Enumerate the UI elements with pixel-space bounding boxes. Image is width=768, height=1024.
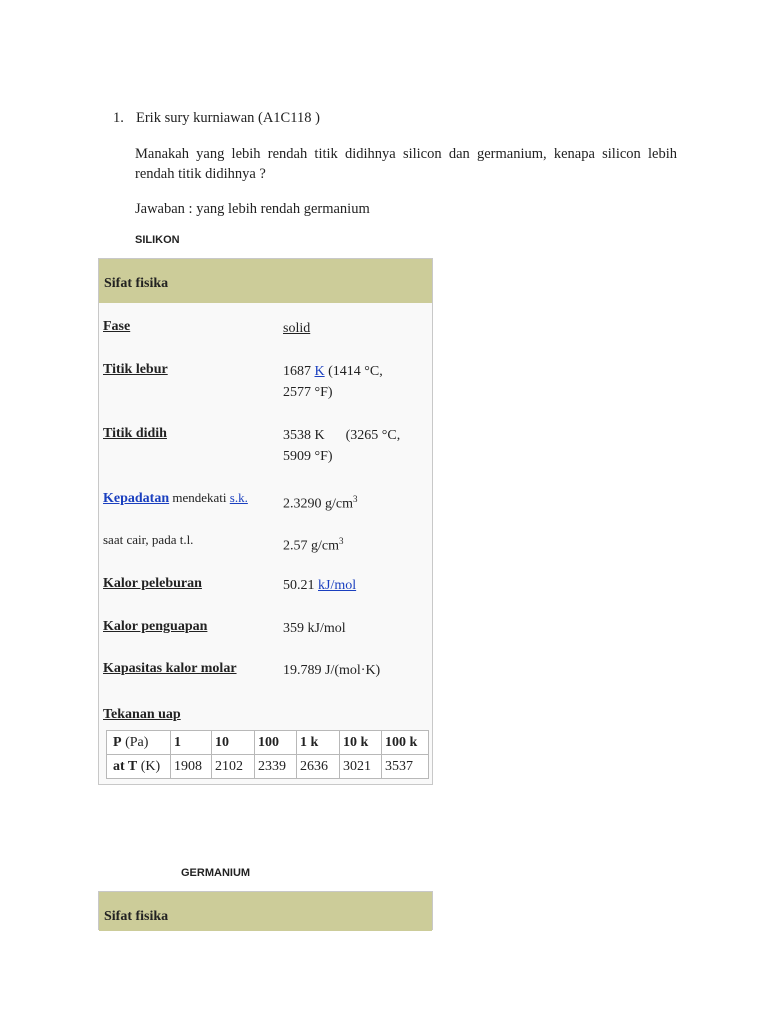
vp-temperature-cell: 1908: [171, 755, 212, 779]
vp-temperature-cell: 3537: [382, 755, 429, 779]
vp-temperature-cell: 3021: [340, 755, 382, 779]
vp-temperature-header: [107, 755, 171, 779]
vp-temperature-cell: 2636: [297, 755, 340, 779]
silikon-box-title: Sifat fisika: [99, 259, 432, 303]
cair-number: 2.57 g/cm: [283, 538, 339, 554]
kalor-peleburan-value: [283, 575, 423, 596]
titik-lebur-label[interactable]: Titik lebur: [103, 362, 168, 377]
vapor-pressure-table: [106, 730, 429, 779]
fase-label[interactable]: Fase: [103, 319, 131, 334]
answer-line: Jawaban : yang lebih rendah germanium: [135, 201, 370, 217]
germanium-heading: GERMANIUM: [181, 867, 251, 879]
cair-label: saat cair, pada t.l.: [103, 532, 194, 547]
kepadatan-sup: 3: [353, 494, 358, 504]
vp-pressure-cell: 10 k: [340, 731, 382, 755]
vp-t-unit: (K): [137, 758, 161, 774]
titik-didih-label[interactable]: Titik didih: [103, 426, 167, 441]
vp-temperature-cell: 2102: [212, 755, 255, 779]
lebur-kelvin: 1687: [283, 364, 315, 379]
kapasitas-kalor-label[interactable]: Kapasitas kalor molar: [103, 661, 237, 676]
vp-t-symbol: at T: [113, 758, 138, 774]
vp-pressure-row: [107, 731, 429, 755]
vp-pressure-cell: 1: [171, 731, 212, 755]
kalor-penguapan-label[interactable]: Kalor penguapan: [103, 619, 208, 634]
lebur-fahrenheit: 2577 °F): [283, 385, 333, 400]
kapasitas-kalor-value: 19.789 J/(mol·K): [283, 663, 381, 678]
kepadatan-number: 2.3290 g/cm: [283, 496, 353, 512]
kepadatan-value: [283, 489, 423, 515]
kepadatan-label: [103, 487, 278, 509]
cair-sup: 3: [339, 536, 344, 546]
kelvin-link[interactable]: K: [314, 364, 325, 379]
silikon-infobox: [98, 258, 433, 785]
list-number: 1.: [113, 110, 124, 126]
fase-value[interactable]: solid: [283, 321, 311, 336]
germanium-infobox: [98, 891, 433, 930]
vp-pressure-cell: 100: [255, 731, 297, 755]
kjmol-link[interactable]: kJ/mol: [318, 578, 357, 593]
cair-value: [283, 531, 423, 557]
peleburan-number: 50.21: [283, 578, 318, 593]
titik-didih-value: [283, 425, 423, 467]
titik-lebur-value: [283, 361, 423, 403]
vp-temperature-cell: 2339: [255, 755, 297, 779]
germanium-box-title: Sifat fisika: [99, 892, 432, 931]
lebur-celsius: (1414 °C,: [324, 364, 383, 379]
vp-p-symbol: P: [113, 734, 122, 750]
sk-link[interactable]: s.k.: [229, 490, 248, 505]
vp-pressure-cell: 10: [212, 731, 255, 755]
kalor-peleburan-label[interactable]: Kalor peleburan: [103, 576, 202, 591]
kepadatan-mid: mendekati: [169, 490, 230, 505]
tekanan-uap-label[interactable]: Tekanan uap: [103, 707, 181, 722]
vp-pressure-cell: 100 k: [382, 731, 429, 755]
vp-p-unit: (Pa): [121, 734, 149, 750]
question-paragraph: Manakah yang lebih rendah titik didihnya silicon dan germanium, kenapa silicon lebih rendah titik didihnya ?: [135, 146, 677, 182]
didih-line-1: 3538 K (3265 °C,: [283, 428, 401, 443]
didih-line-2: 5909 °F): [283, 449, 333, 464]
kepadatan-link[interactable]: Kepadatan: [103, 491, 170, 506]
author-line: Erik sury kurniawan (A1C118 ): [136, 110, 320, 126]
vp-pressure-header: [107, 731, 171, 755]
vp-pressure-cell: 1 k: [297, 731, 340, 755]
kalor-penguapan-value: 359 kJ/mol: [283, 621, 346, 636]
vp-temperature-row: [107, 755, 429, 779]
silikon-heading: SILIKON: [135, 234, 180, 246]
